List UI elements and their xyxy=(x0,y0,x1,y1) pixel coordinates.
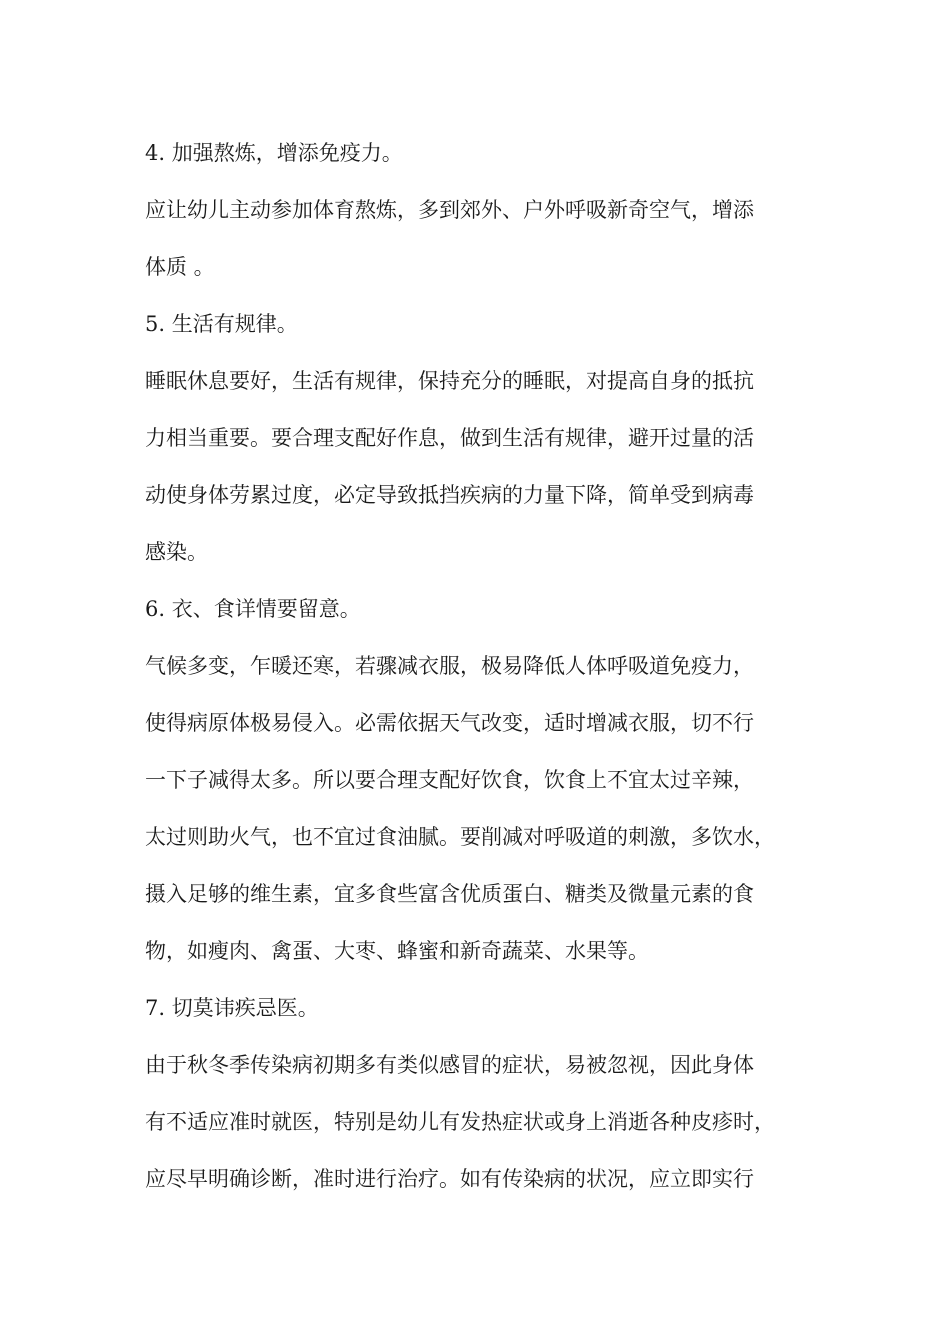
paragraph-line: 感染。 xyxy=(145,540,208,564)
heading-4: 4. 加强熬炼，增添免疫力。 xyxy=(145,141,403,165)
paragraph-line: 动使身体劳累过度，必定导致抵挡疾病的力量下降，简单受到病毒 xyxy=(145,483,754,507)
paragraph-line: 使得病原体极易侵入。必需依据天气改变，适时增减衣服，切不行 xyxy=(145,711,754,735)
paragraph-line: 有不适应准时就医，特别是幼儿有发热症状或身上消逝各种皮疹时， xyxy=(145,1110,775,1134)
paragraph-line: 摄入足够的维生素，宜多食些富含优质蛋白、糖类及微量元素的食 xyxy=(145,882,754,906)
paragraph-line: 由于秋冬季传染病初期多有类似感冒的症状，易被忽视，因此身体 xyxy=(145,1053,754,1077)
paragraph-line: 物，如瘦肉、禽蛋、大枣、蜂蜜和新奇蔬菜、水果等。 xyxy=(145,939,649,963)
paragraph-line: 力相当重要。要合理支配好作息，做到生活有规律，避开过量的活 xyxy=(145,426,754,450)
paragraph-line: 体质 。 xyxy=(145,255,215,279)
paragraph-line: 睡眠休息要好，生活有规律，保持充分的睡眠，对提高自身的抵抗 xyxy=(145,369,754,393)
paragraph-line: 应让幼儿主动参加体育熬炼，多到郊外、户外呼吸新奇空气，增添 xyxy=(145,198,754,222)
paragraph-line: 一下子减得太多。所以要合理支配好饮食，饮食上不宜太过辛辣， xyxy=(145,768,754,792)
heading-7: 7. 切莫讳疾忌医。 xyxy=(145,996,319,1020)
paragraph-line: 气候多变，乍暖还寒，若骤减衣服，极易降低人体呼吸道免疫力， xyxy=(145,654,754,678)
paragraph-line: 应尽早明确诊断，准时进行治疗。如有传染病的状况，应立即实行 xyxy=(145,1167,754,1191)
heading-5: 5. 生活有规律。 xyxy=(145,312,298,336)
heading-6: 6. 衣、食详情要留意。 xyxy=(145,597,361,621)
paragraph-line: 太过则助火气，也不宜过食油腻。要削减对呼吸道的刺激，多饮水， xyxy=(145,825,775,849)
